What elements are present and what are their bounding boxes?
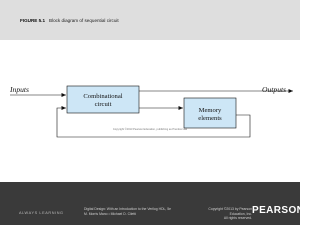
combinational-label-line1: Combinational (83, 93, 123, 100)
copyright-line1: Copyright ©2013 by Pearson Education, Inc. (208, 207, 252, 216)
figure-label: FIGURE 5.1 (20, 18, 46, 23)
book-title: Digital Design: With an Introduction to the Verilog HDL, 5e (84, 207, 172, 211)
memory-label-line2: elements (198, 115, 222, 122)
figure-caption: Block diagram of sequential circuit (49, 18, 119, 23)
inputs-label: Inputs (10, 85, 29, 94)
copyright-line2: All rights reserved. (223, 216, 252, 221)
book-info (84, 207, 196, 216)
memory-label-line1: Memory (198, 107, 222, 114)
outputs-label: Outputs (262, 85, 287, 94)
footer-band (0, 182, 305, 225)
copyright-notice (198, 207, 252, 221)
publisher-mark: ALWAYS LEARNING (19, 211, 64, 215)
image-credit: Copyright ©2013 Pearson Education, publishing as Prentice Hall (112, 128, 188, 131)
pearson-logo: PEARSON (252, 205, 305, 216)
book-authors: M. Morris Mano • Michael D. Ciletti (84, 211, 137, 216)
combinational-label-line2: circuit (94, 101, 112, 108)
